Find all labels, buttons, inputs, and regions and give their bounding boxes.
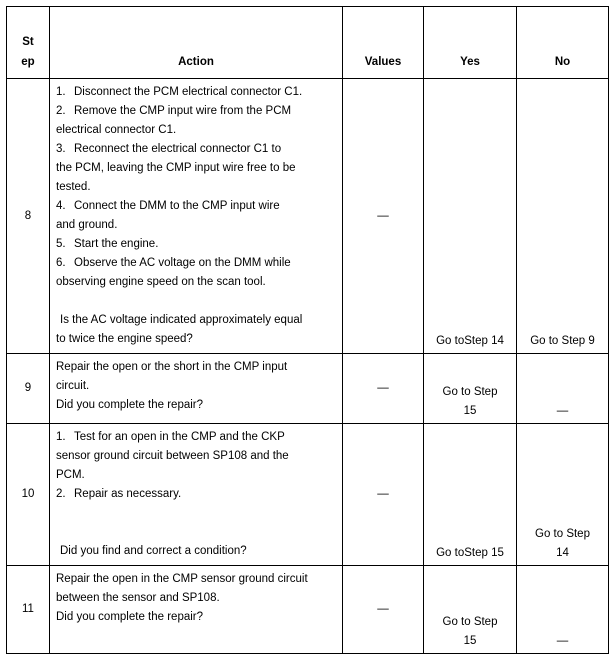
action-line: 1. Disconnect the PCM electrical connector C1. bbox=[56, 86, 303, 98]
action-line: sensor ground circuit between SP108 and the bbox=[56, 450, 289, 462]
action-line: Repair the open in the CMP sensor ground circuit bbox=[56, 573, 308, 585]
action-line: 2. Remove the CMP input wire from the PCM bbox=[56, 105, 292, 117]
yes-line: 15 bbox=[463, 635, 477, 647]
action-line: circuit. bbox=[56, 380, 90, 392]
no-header: No bbox=[517, 7, 609, 79]
action-line: Did you complete the repair? bbox=[56, 611, 204, 623]
values-cell: — bbox=[343, 354, 424, 424]
yes-cell bbox=[424, 566, 517, 654]
step-number: 10 bbox=[7, 424, 50, 566]
action-line: and ground. bbox=[56, 219, 118, 231]
no-cell bbox=[517, 424, 609, 566]
step-number: 9 bbox=[7, 354, 50, 424]
no-cell bbox=[517, 79, 609, 354]
header-row bbox=[7, 7, 609, 79]
no-line: Go to Step bbox=[535, 528, 590, 540]
action-line: Repair the open or the short in the CMP input bbox=[56, 361, 288, 373]
values-cell: — bbox=[343, 79, 424, 354]
step-number: 8 bbox=[7, 79, 50, 354]
no-cell bbox=[517, 566, 609, 654]
table-row bbox=[7, 566, 609, 654]
action-cell bbox=[50, 354, 343, 424]
values-header: Values bbox=[343, 7, 424, 79]
yes-line: Go toStep 14 bbox=[436, 335, 504, 347]
action-line: 3. Reconnect the electrical connector C1 to bbox=[56, 143, 282, 155]
action-cell bbox=[50, 566, 343, 654]
question-line: to twice the engine speed? bbox=[56, 333, 193, 345]
action-cell bbox=[50, 79, 343, 354]
table-row bbox=[7, 354, 609, 424]
action-line: 2. Repair as necessary. bbox=[56, 488, 182, 500]
action-line: PCM. bbox=[56, 469, 85, 481]
yes-line: Go to Step bbox=[442, 386, 498, 398]
no-cell bbox=[517, 354, 609, 424]
action-line: electrical connector C1. bbox=[56, 124, 177, 136]
action-line: Did you complete the repair? bbox=[56, 399, 204, 411]
no-line: — bbox=[556, 635, 569, 647]
yes-header: Yes bbox=[424, 7, 517, 79]
yes-line: Go toStep 15 bbox=[436, 547, 504, 559]
table-row bbox=[7, 424, 609, 566]
yes-cell bbox=[424, 79, 517, 354]
step-number: 11 bbox=[7, 566, 50, 654]
action-line: between the sensor and SP108. bbox=[56, 592, 220, 604]
action-line: 1. Test for an open in the CMP and the CKP bbox=[56, 431, 285, 443]
action-header: Action bbox=[50, 7, 343, 79]
action-line: observing engine speed on the scan tool. bbox=[56, 276, 266, 288]
yes-cell bbox=[424, 354, 517, 424]
step-header-line1: St bbox=[22, 36, 34, 48]
diagnostic-table bbox=[6, 6, 609, 654]
question-line: Is the AC voltage indicated approximately equal bbox=[60, 314, 303, 326]
action-cell bbox=[50, 424, 343, 566]
values-cell: — bbox=[343, 566, 424, 654]
question-line: Did you find and correct a condition? bbox=[60, 545, 247, 557]
no-line: — bbox=[556, 405, 569, 417]
no-line: Go to Step 9 bbox=[530, 335, 595, 347]
no-line: 14 bbox=[556, 547, 569, 559]
yes-cell bbox=[424, 424, 517, 566]
yes-line: Go to Step bbox=[442, 616, 498, 628]
action-line: 6. Observe the AC voltage on the DMM while bbox=[56, 257, 291, 269]
yes-line: 15 bbox=[463, 405, 477, 417]
action-line: 5. Start the engine. bbox=[56, 238, 159, 250]
table-row bbox=[7, 79, 609, 354]
values-cell: — bbox=[343, 424, 424, 566]
step-header-line2: ep bbox=[21, 56, 35, 68]
action-line: 4. Connect the DMM to the CMP input wire bbox=[56, 200, 280, 212]
action-line: the PCM, leaving the CMP input wire free to be bbox=[56, 162, 296, 174]
action-line: tested. bbox=[56, 181, 91, 193]
step-header bbox=[7, 7, 50, 79]
